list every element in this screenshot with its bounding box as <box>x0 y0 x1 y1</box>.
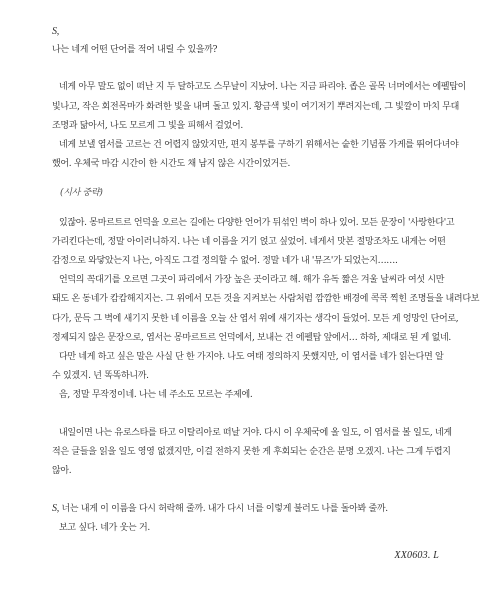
paragraph-line: 돼도 온 동네가 캄캄해지지는. 그 위에서 모든 것을 지켜보는 사람처럼 깜깜한 배경에 콕콕 찍힌 조명들을 내려다보 <box>52 294 480 305</box>
closing-initial: S, <box>52 503 59 515</box>
paragraph-line: 수 있겠지. 넌 똑똑하니까. <box>52 371 149 382</box>
paragraph-4 <box>52 271 480 348</box>
closing-line <box>52 499 447 519</box>
paragraph-line: 정제되지 않은 문장으로, 엽서는 몽마르트르 언덕에서, 보내는 건 에펠탑 앞에서… 하하, 제대로 된 게 없네. <box>52 332 451 343</box>
paragraph-line: 언덕의 꼭대기를 오르면 그곳이 파리에서 가장 높은 곳이라고 해. 해가 유독 짧은 겨울 날씨라 여섯 시만 <box>59 275 445 286</box>
paragraph-line: 적은 글들을 읽을 일도 영영 없겠지만, 이걸 전하지 못한 게 후회되는 순간은 분명 오겠지. 나는 그게 두렵지 <box>52 446 451 457</box>
paragraph-6: 음, 정말 무작정이네. 나는 네 주소도 모르는 주제에. <box>59 390 253 401</box>
signature: XX0603. L <box>394 550 439 561</box>
paragraph-line: 가리킨다는데, 정말 아이러니하지. 나는 네 이름을 거기 얹고 싶었어. 네게서 맛본 절망조차도 내게는 어떤 <box>52 236 446 247</box>
paragraph-line: 조명과 닮아서, 나도 모르게 그 빛을 피해서 걸었어. <box>52 120 243 131</box>
paragraph-line: 했어. 우체국 마감 시간이 한 시간도 채 남지 않은 시간이었거든. <box>52 159 291 170</box>
paragraph-3 <box>52 214 455 272</box>
paragraph-5 <box>52 348 447 386</box>
closing-last-line: 보고 싶다. 네가 웃는 거. <box>59 523 150 534</box>
paragraph-1 <box>52 78 467 136</box>
paragraph-line: 빛나고, 작은 회전목마가 화려한 빛을 내며 돌고 있지. 황금색 빛이 여기저기 뿌려지는데, 그 빛깔이 마치 무대 <box>52 101 460 112</box>
paragraph-line: 네게 보낼 엽서를 고르는 건 어렵지 않았지만, 편지 봉투를 구하기 위해서는 숱한 기념품 가게를 뛰어다녀야 <box>59 140 459 151</box>
paragraph-line: 내일이면 나는 유로스타를 타고 이탈리아로 떠날 거야. 다시 이 우체국에 올 일도, 이 엽서를 볼 일도, 네게 <box>59 427 452 438</box>
paragraph-line: 다만 네게 하고 싶은 말은 사실 단 한 가지야. 나도 여태 정의하지 못했지만, 이 엽서를 네가 읽는다면 알 <box>59 352 444 363</box>
paragraph-line: 네게 아무 말도 없이 떠난 지 두 달하고도 스무날이 지났어. 나는 지금 파리야. 좁은 골목 너머에서는 에펠탑이 <box>59 82 467 93</box>
closing-text: 너는 내게 이 이름을 다시 허락해 줄까. 내가 다시 너를 이렇게 불러도 나를 돌아봐 줄까. <box>58 504 388 515</box>
omission-note: (시사 중략) <box>60 188 103 199</box>
paragraph-7 <box>52 424 452 482</box>
salutation: S, <box>52 26 59 37</box>
paragraph-line: 있잖아. 몽마르트르 언덕을 오르는 길에는 다양한 언어가 뒤섞인 벽이 하나 있어. 모든 문장이 '사랑한다'고 <box>59 217 455 228</box>
paragraph-line: 않아. <box>52 466 72 477</box>
opening-question: 나는 네게 어떤 단어를 적어 내릴 수 있을까? <box>52 45 218 56</box>
paragraph-line: 감정으로 와닿았는지 나는, 아직도 그걸 정의할 수 없어. 정말 네가 내 '뮤즈'가 되었는지……. <box>52 256 398 267</box>
paragraph-2 <box>52 136 459 174</box>
paragraph-line: 다가, 문득 그 벽에 새기지 못한 네 이름을 오늘 산 엽서 위에 새기자는 생각이 들었어. 모든 게 엉망인 단어로, <box>52 313 459 324</box>
